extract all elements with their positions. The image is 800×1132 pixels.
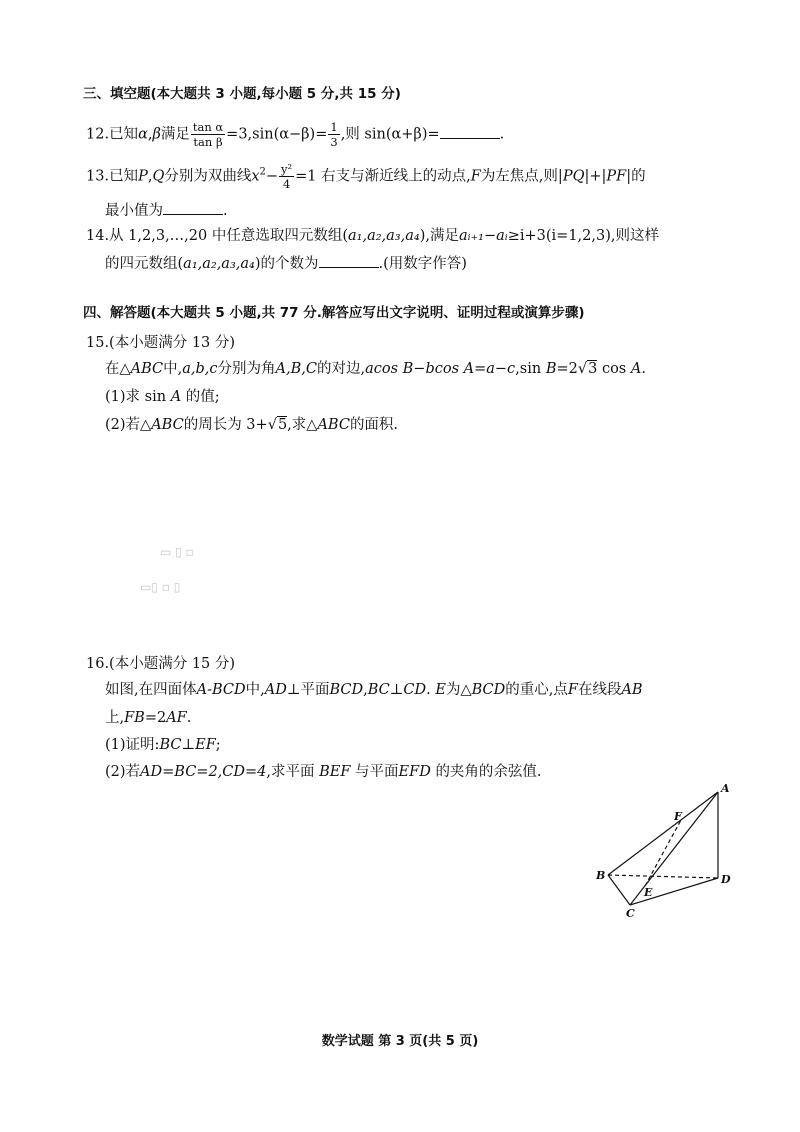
label-B: B xyxy=(596,869,606,882)
label-F: F xyxy=(674,810,682,823)
answer-blank xyxy=(440,124,500,139)
question-14-line-2: 的四元数组(a₁,a₂,a₃,a₄)的个数为 .(用数字作答) xyxy=(105,253,467,274)
question-15-part-2: (2)若△ABC的周长为 3+√5,求△ABC的面积. xyxy=(105,417,399,433)
label-C: C xyxy=(626,907,635,920)
question-15-title: 15.(本小题满分 13 分) xyxy=(86,335,236,351)
hyperbola-fraction: $\frac{\text{y²}}{4}$ xyxy=(281,162,293,191)
question-15-stem: 在△ABC中,a,b,c分别为角A,B,C的对边,acos B−bcos A=a−c,sin B=2√3 cos A. xyxy=(105,361,646,377)
question-15-part-1: (1)求 sin A 的值; xyxy=(105,389,220,405)
q13-number: 13. xyxy=(86,168,110,185)
page-footer: 数学试题 第 3 页(共 5 页) xyxy=(321,1034,479,1049)
question-16-title: 16.(本小题满分 15 分) xyxy=(86,656,236,672)
question-13-line-1: 13.已知P,Q分别为双曲线$x^2-$ $\frac{\text{y²}}{4}$ =1 右支与渐近线上的动点,F为左焦点,则|PQ|+|PF|的 xyxy=(86,162,646,191)
question-13-line-2: 最小值为 . xyxy=(105,200,228,221)
question-16-stem-line-2: 上,FB=2AF. xyxy=(105,710,192,726)
tetrahedron-figure xyxy=(590,780,740,920)
section-3-heading: 三、填空题(本大题共 3 小题,每小题 5 分,共 15 分) xyxy=(83,86,401,102)
tan-ratio-fraction: $\frac{\text{tan α}}{\text{tan β}}$ xyxy=(192,120,224,149)
edge-BD-hidden xyxy=(608,875,718,878)
question-12: 12.已知α,β满足 $\frac{\text{tan α}}{\text{tan β}}$ =3,sin(α−β)= $\frac{1}{3}$ ,则 sin(α+β)= . xyxy=(86,120,505,149)
section-4-heading: 四、解答题(本大题共 5 小题,共 77 分.解答应写出文字说明、证明过程或演算步骤) xyxy=(83,305,585,321)
question-16-part-1: (1)证明:BC⊥EF; xyxy=(105,737,221,753)
label-A: A xyxy=(721,782,730,795)
answer-blank xyxy=(163,200,223,215)
question-16-stem-line-1: 如图,在四面体A-BCD中,AD⊥平面BCD,BC⊥CD. E为△BCD的重心,点F在线段AB xyxy=(105,682,643,698)
one-third-fraction: $\frac{1}{3}$ xyxy=(330,120,338,149)
q12-number: 12. xyxy=(86,126,110,143)
label-E: E xyxy=(644,886,653,899)
answer-blank xyxy=(319,253,379,268)
question-16-part-2: (2)若AD=BC=2,CD=4,求平面 BEF 与平面EFD 的夹角的余弦值. xyxy=(105,764,542,780)
bleed-through-mark: ▭▯ ▫ ▯ xyxy=(140,580,181,594)
question-14-line-1: 14.从 1,2,3,…,20 中任意选取四元数组(a₁,a₂,a₃,a₄),满足aᵢ₊₁−aᵢ≥i+3(i=1,2,3),则这样 xyxy=(86,228,659,244)
label-D: D xyxy=(721,873,731,886)
q14-number: 14. xyxy=(86,228,110,244)
edge-BC xyxy=(608,875,630,905)
bleed-through-mark: ▭ ▯ ▫ xyxy=(160,545,194,559)
